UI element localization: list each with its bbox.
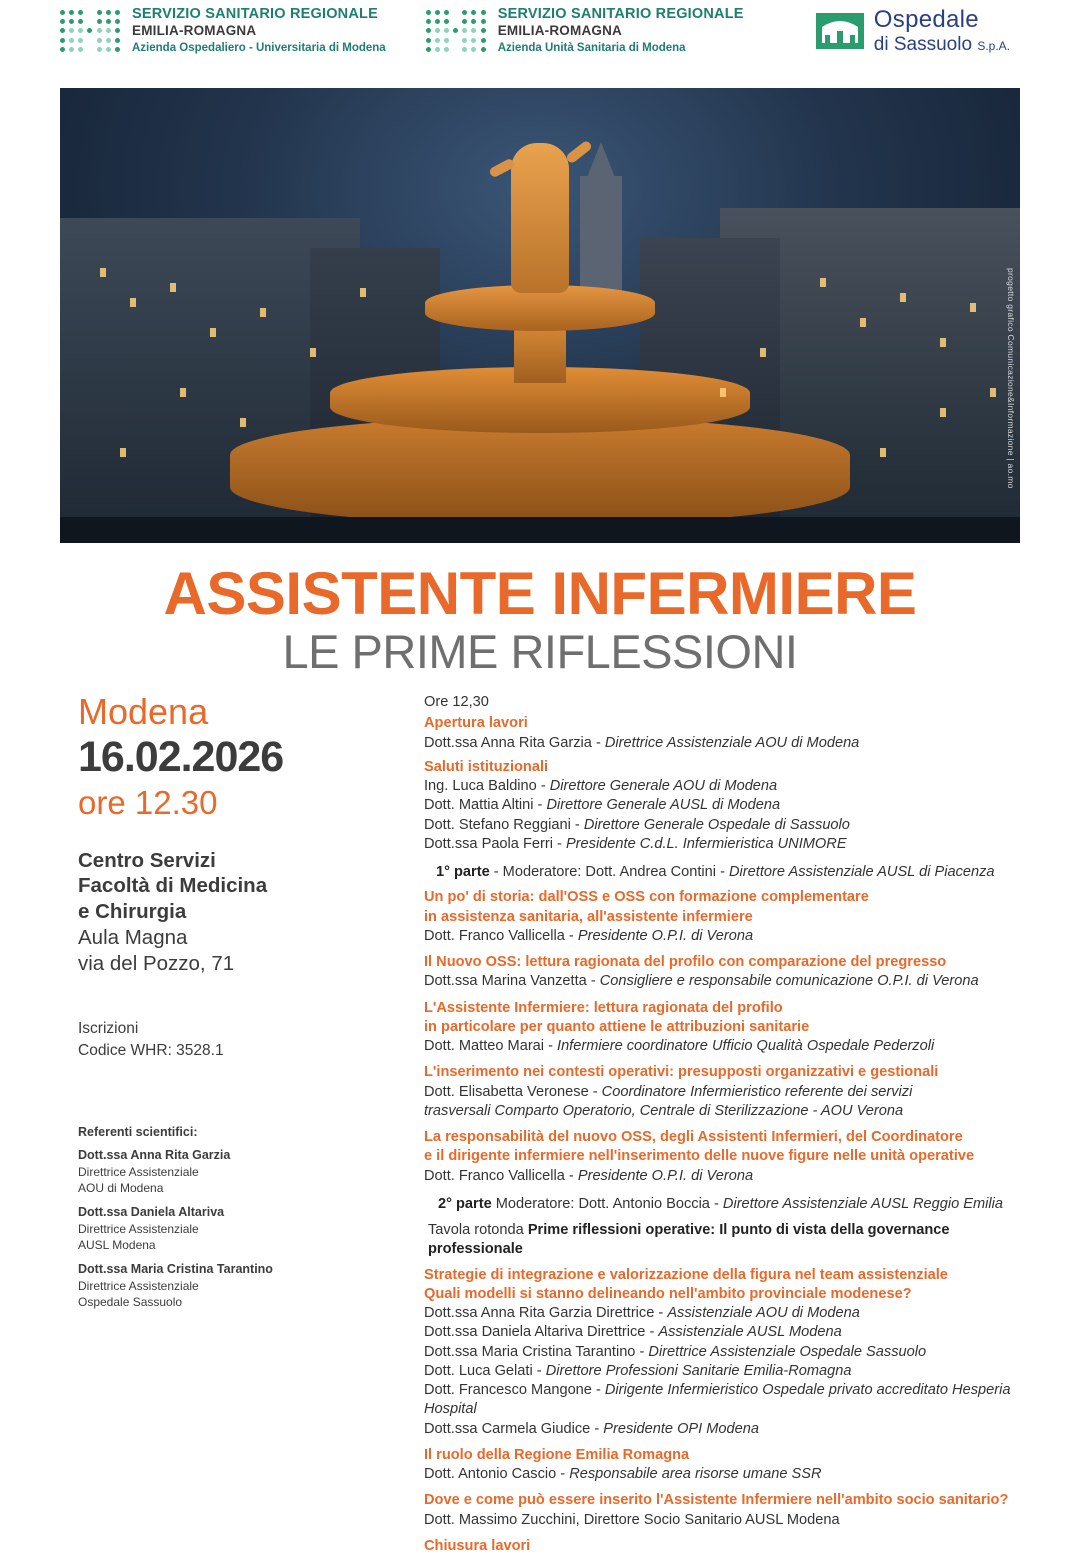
fountain-basin-lower bbox=[230, 417, 850, 525]
venue-line2: Facoltà di Medicina bbox=[78, 874, 268, 898]
panel-title: Strategie di integrazione e valorizzazione della figura nel team assistenziale bbox=[424, 1266, 948, 1283]
dots-pattern-icon bbox=[60, 10, 122, 54]
logo-line1: SERVIZIO SANITARIO REGIONALE bbox=[497, 6, 744, 22]
page-subtitle: LE PRIME RIFLESSIONI bbox=[282, 625, 798, 678]
panelist bbox=[424, 1304, 1040, 1323]
panelist bbox=[424, 1381, 1040, 1420]
talk-title: Il Nuovo OSS: lettura ragionata del profilo con comparazione del pregresso bbox=[424, 954, 947, 970]
logo-line2: EMILIA-ROMAGNA bbox=[497, 23, 622, 39]
speaker-role: Direttore Generale AOU di Modena bbox=[549, 778, 778, 794]
speaker-name: Dott. Franco Vallicella - bbox=[424, 927, 574, 944]
statue bbox=[511, 143, 569, 293]
program-start-time: Ore 12,30 bbox=[424, 694, 489, 710]
speaker-role: Direttore Generale Ospedale di Sassuolo bbox=[583, 816, 850, 833]
logo-line3: Azienda Unità Sanitaria di Modena bbox=[497, 42, 686, 55]
region-title: Il ruolo della Regione Emilia Romagna bbox=[424, 1446, 690, 1463]
part1-header bbox=[436, 863, 1040, 882]
talk-title: La responsabilità del nuovo OSS, degli Assistenti Infermieri, del Coordinatore bbox=[424, 1129, 963, 1145]
speaker-name: Dott. Franco Vallicella - bbox=[424, 1167, 574, 1184]
registration-block bbox=[78, 1018, 408, 1063]
panelist bbox=[424, 1323, 1040, 1342]
speaker-name: Dott. Luca Gelati - bbox=[424, 1362, 542, 1379]
talk-speaker bbox=[424, 1037, 1040, 1056]
event-info-column bbox=[78, 693, 408, 1556]
logo-line3: Azienda Ospedaliero - Universitaria di Modena bbox=[132, 42, 386, 55]
speaker-name: Dott.ssa Carmela Giudice - bbox=[424, 1420, 600, 1437]
talk-speaker bbox=[424, 927, 1040, 946]
speaker-role: Assistenziale AUSL Modena bbox=[658, 1324, 842, 1341]
logo-ausl-modena bbox=[426, 6, 744, 56]
speaker-name: Dott.ssa Anna Rita Garzia - bbox=[424, 734, 601, 751]
logo-line2: EMILIA-ROMAGNA bbox=[132, 23, 257, 39]
part2-label: 2° parte bbox=[438, 1195, 492, 1212]
speaker-name: Dott.ssa Paola Ferri - bbox=[424, 835, 562, 852]
talk-speaker bbox=[424, 972, 1040, 991]
ref-role2: AUSL Modena bbox=[78, 1238, 156, 1253]
speaker-role: Infermiere coordinatore Ufficio Qualità Ospedale Pederzoli bbox=[557, 1038, 935, 1054]
ref-role1: Direttrice Assistenziale bbox=[78, 1164, 199, 1179]
talk-speaker-role-line2: trasversali Comparto Operatorio, Centrale di Sterilizzazione - AOU Verona bbox=[424, 1102, 904, 1119]
dots-pattern-icon bbox=[426, 10, 488, 54]
speaker-role: Responsabile area risorse umane SSR bbox=[569, 1466, 822, 1482]
venue-line1: Centro Servizi bbox=[78, 848, 216, 872]
speaker-name: Dott.ssa Anna Rita Garzia Direttrice - bbox=[424, 1305, 664, 1321]
speaker-name: Dott.ssa Marina Vanzetta - bbox=[424, 973, 596, 990]
talk-title: L'inserimento nei contesti operativi: presupposti organizzativi e gestionali bbox=[424, 1064, 939, 1081]
speaker-role: Direttore Professioni Sanitarie Emilia-Romagna bbox=[545, 1362, 852, 1379]
talk-title: Un po' di storia: dall'OSS e OSS con formazione complementare bbox=[424, 889, 869, 906]
venue-block bbox=[78, 848, 408, 978]
greeting-item bbox=[424, 777, 1040, 796]
talk-title: L'Assistente Infermiere: lettura ragionata del profilo bbox=[424, 999, 783, 1016]
speaker-role: Dirigente Infermieristico Ospedale privato accreditato Hesperia Hospital bbox=[424, 1382, 1011, 1418]
ref-name: Dott.ssa Daniela Altariva bbox=[78, 1205, 225, 1220]
talk-speaker bbox=[424, 1083, 1040, 1102]
ref-name: Dott.ssa Anna Rita Garzia bbox=[78, 1147, 231, 1162]
hospital-sub: di Sassuolo S.p.A. bbox=[873, 34, 1010, 55]
photo-credit: progetto grafico Comunicazione&Informazione | ao.mo bbox=[1006, 268, 1016, 489]
scientific-refs-title: Referenti scientifici: bbox=[78, 1124, 198, 1139]
hospital-suffix: S.p.A. bbox=[977, 39, 1010, 53]
hero-photo bbox=[60, 88, 1020, 543]
event-time: ore 12.30 bbox=[78, 783, 218, 821]
roundtable-title: Prime riflessioni operative: Il punto di vista della governance professionale bbox=[428, 1222, 950, 1258]
speaker-name: Dott. Mattia Altini - bbox=[424, 797, 543, 814]
speaker-role: Presidente OPI Modena bbox=[603, 1420, 760, 1437]
part2-moderator-role: Direttore Assistenziale AUSL Reggio Emilia bbox=[722, 1195, 1004, 1212]
speaker-role: Coordinatore Infermieristico referente dei servizi bbox=[601, 1083, 913, 1100]
venue-line3: e Chirurgia bbox=[78, 900, 187, 924]
fountain-stem bbox=[514, 323, 566, 383]
logo-aou-modena bbox=[60, 6, 386, 56]
speaker-role: Direttore Generale AUSL di Modena bbox=[546, 797, 781, 814]
speaker-role: Presidente O.P.I. di Verona bbox=[577, 1167, 754, 1184]
panel-title-line2: Quali modelli si stanno delineando nell'ambito provinciale modenese? bbox=[424, 1285, 912, 1302]
tower bbox=[580, 176, 622, 296]
roundtable-header bbox=[428, 1221, 1040, 1260]
header-logos bbox=[0, 0, 1080, 84]
panelist bbox=[424, 1420, 1040, 1439]
greetings-title: Saluti istituzionali bbox=[424, 758, 549, 775]
ref-role2: AOU di Modena bbox=[78, 1180, 164, 1195]
opening-title: Apertura lavori bbox=[424, 715, 528, 732]
page-title: ASSISTENTE INFERMIERE bbox=[163, 560, 917, 627]
logo-ospedale-sassuolo bbox=[816, 6, 1010, 56]
greeting-item bbox=[424, 835, 1040, 854]
ref-name: Dott.ssa Maria Cristina Tarantino bbox=[78, 1262, 273, 1277]
speaker-role: Assistenziale AOU di Modena bbox=[667, 1305, 860, 1321]
speaker-name: Dott. Antonio Cascio - bbox=[424, 1466, 566, 1482]
roundtable-label: Tavola rotonda bbox=[428, 1222, 524, 1238]
talk-title-line2: in assistenza sanitaria, all'assistente infermiere bbox=[424, 908, 753, 925]
venue-hall: Aula Magna bbox=[78, 925, 188, 949]
speaker-name: Dott.ssa Maria Cristina Tarantino - bbox=[424, 1343, 645, 1360]
speaker-role: Consigliere e responsabile comunicazione O.P.I. di Verona bbox=[599, 973, 979, 990]
speaker-name: Dott. Matteo Marai - bbox=[424, 1038, 553, 1054]
final-title: Dove e come può essere inserito l'Assistente Infermiere nell'ambito socio sanitario? bbox=[424, 1492, 1009, 1509]
panelist bbox=[424, 1362, 1040, 1381]
speaker-role: Direttrice Assistenziale AOU di Modena bbox=[604, 734, 860, 751]
talk-speaker bbox=[424, 1167, 1040, 1186]
ground bbox=[60, 517, 1020, 543]
region-speaker bbox=[424, 1465, 1040, 1484]
hospital-mark-icon bbox=[816, 9, 864, 53]
scientific-ref bbox=[78, 1147, 408, 1196]
greeting-item bbox=[424, 816, 1040, 835]
scientific-ref bbox=[78, 1261, 408, 1310]
speaker-role: Presidente C.d.L. Infermieristica UNIMORE bbox=[565, 835, 847, 852]
greeting-item bbox=[424, 796, 1040, 815]
talk-title-line2: in particolare per quanto attiene le attribuzioni sanitarie bbox=[424, 1018, 810, 1035]
part1-moderator-role: Direttore Assistenziale AUSL di Piacenza bbox=[729, 864, 995, 880]
ref-role1: Direttrice Assistenziale bbox=[78, 1222, 199, 1237]
event-date: 16.02.2026 bbox=[78, 732, 284, 781]
opening-speaker bbox=[424, 734, 1040, 753]
registration-code: Codice WHR: 3528.1 bbox=[78, 1042, 224, 1060]
event-city: Modena bbox=[78, 691, 209, 732]
speaker-name: Dott. Elisabetta Veronese - bbox=[424, 1083, 598, 1100]
registration-label: Iscrizioni bbox=[78, 1019, 139, 1037]
scientific-ref bbox=[78, 1204, 408, 1253]
speaker-role: Direttrice Assistenziale Ospedale Sassuolo bbox=[648, 1343, 927, 1360]
part1-moderator: - Moderatore: Dott. Andrea Contini - bbox=[493, 864, 725, 880]
speaker-name: Dott.ssa Daniela Altariva Direttrice - bbox=[424, 1324, 655, 1341]
panelist bbox=[424, 1343, 1040, 1362]
venue-address: via del Pozzo, 71 bbox=[78, 952, 235, 976]
final-speaker: Dott. Massimo Zucchini, Direttore Socio Sanitario AUSL Modena bbox=[424, 1511, 840, 1528]
hospital-name: Ospedale bbox=[873, 6, 979, 33]
ref-role2: Ospedale Sassuolo bbox=[78, 1295, 183, 1310]
part2-header bbox=[438, 1195, 1040, 1214]
speaker-name: Dott. Francesco Mangone - bbox=[424, 1382, 601, 1398]
logo-line1: SERVIZIO SANITARIO REGIONALE bbox=[132, 6, 378, 22]
closing-title: Chiusura lavori bbox=[424, 1537, 531, 1554]
ref-role1: Direttrice Assistenziale bbox=[78, 1279, 199, 1294]
speaker-name: Ing. Luca Baldino - bbox=[424, 778, 546, 794]
speaker-role: Presidente O.P.I. di Verona bbox=[577, 927, 754, 944]
talk-title-line2: e il dirigente infermiere nell'inserimento delle nuove figure nelle unità operative bbox=[424, 1148, 975, 1165]
part2-moderator: Moderatore: Dott. Antonio Boccia - bbox=[495, 1195, 719, 1212]
speaker-name: Dott. Stefano Reggiani - bbox=[424, 816, 580, 833]
part1-label: 1° parte bbox=[436, 864, 490, 880]
program-column bbox=[424, 693, 1040, 1556]
